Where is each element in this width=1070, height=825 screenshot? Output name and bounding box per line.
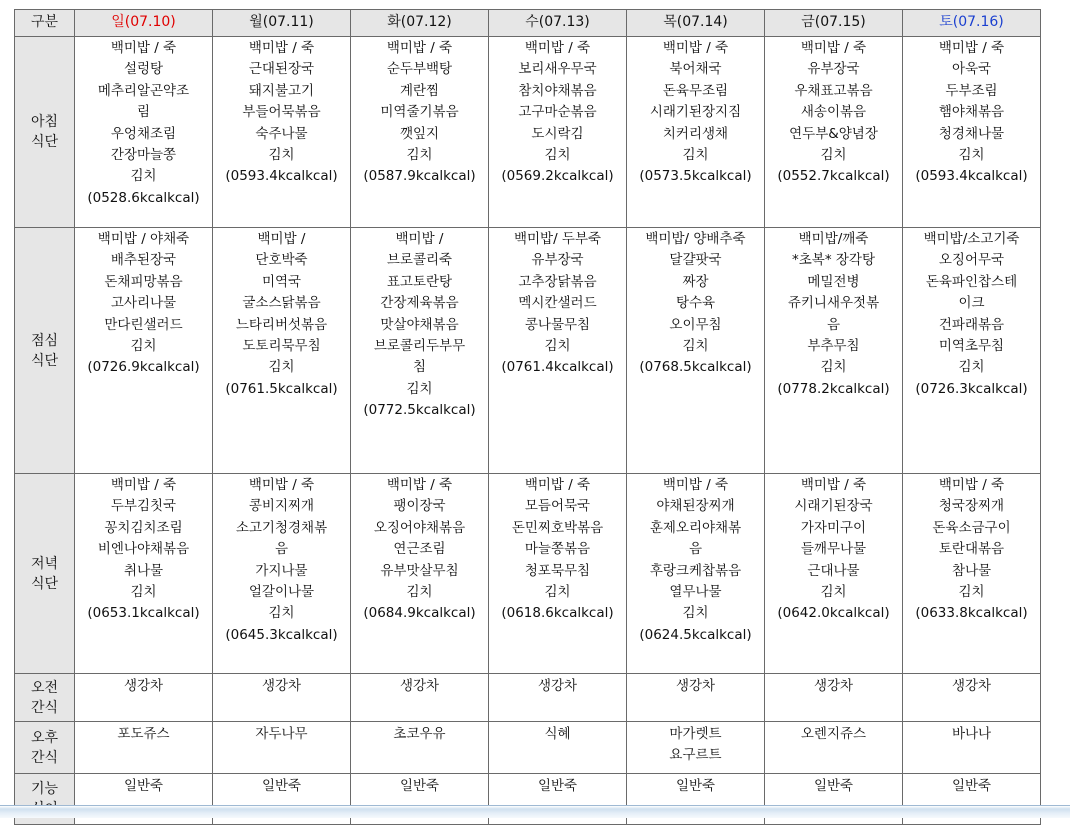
menu-item-line: 백미밥 / [395, 231, 444, 247]
menu-item-line: 김치 [130, 584, 157, 601]
menu-item-line: 도토리묵무침 [242, 338, 321, 355]
menu-item-line: 김치 [958, 359, 985, 376]
meal-cell [903, 722, 1041, 774]
meal-row-morning-snack [15, 674, 1041, 722]
menu-item-line: 열무나물 [669, 584, 722, 601]
menu-item-line: 유부장국 [807, 61, 860, 78]
menu-item-line: 백미밥 / 야채죽 [97, 231, 190, 247]
menu-item-line: 일반죽 [813, 778, 854, 794]
menu-item-line: (0684.9kcalkcal) [363, 605, 476, 622]
meal-cell [351, 37, 489, 228]
menu-item-line: 고사리나물 [110, 295, 177, 312]
row-label-line: 식단 [30, 134, 59, 150]
day-header-thursday: 목(07.14) [627, 10, 765, 37]
row-label-line: 기능 [30, 781, 59, 797]
meal-cell [627, 228, 765, 474]
menu-item-line: (0642.0kcalkcal) [777, 605, 890, 622]
menu-item-line: 시래기된장국 [794, 498, 873, 515]
menu-item-line: 백미밥 / 죽 [938, 477, 1005, 493]
bottom-scroll-edge [0, 805, 1070, 818]
meal-cell [351, 474, 489, 674]
menu-item-line: (0573.5kcalkcal) [639, 168, 752, 185]
menu-item-line: 백미밥 / 죽 [524, 40, 591, 56]
menu-item-line: 돈육파인찹스테 [925, 273, 1018, 290]
menu-item-line: 김치 [544, 338, 571, 355]
menu-item-line: 깻잎지 [399, 125, 440, 142]
meal-cell [765, 674, 903, 722]
menu-item-line: (0645.3kcalkcal) [225, 626, 338, 643]
meal-cell [213, 722, 351, 774]
menu-item-line: 바나나 [951, 726, 992, 742]
menu-item-line: (0726.9kcalkcal) [87, 359, 200, 376]
meal-cell [903, 674, 1041, 722]
menu-item-line: 설렁탕 [123, 61, 164, 78]
menu-item-line: 가자미구이 [800, 519, 867, 536]
menu-item-line: 음 [826, 316, 841, 333]
menu-item-line: 요구르트 [669, 747, 722, 764]
menu-item-line: 청국장찌개 [938, 498, 1005, 515]
menu-item-line: 참치야채볶음 [518, 82, 597, 99]
row-label-line: 오후 [30, 729, 59, 746]
menu-item-line: 비엔나야채볶음 [97, 541, 190, 558]
menu-item-line: 모듬어묵국 [524, 498, 591, 515]
menu-item-line: 백미밥 / [257, 231, 306, 247]
menu-item-line: 토란대볶음 [938, 541, 1005, 558]
row-label-morning-snack [15, 674, 75, 722]
menu-item-line: 콩나물무침 [524, 316, 591, 333]
row-label-line: 오전 [30, 679, 59, 696]
menu-item-line: 연근조림 [393, 541, 446, 558]
menu-item-line: 굴소스닭볶음 [242, 295, 321, 312]
menu-item-line: 생강차 [123, 678, 164, 694]
menu-item-line: 소고기청경채볶 [235, 519, 328, 536]
meal-cell [903, 37, 1041, 228]
meal-cell [489, 722, 627, 774]
row-label-line: 저녁 [30, 555, 59, 572]
menu-item-line: 일반죽 [951, 778, 992, 794]
menu-item-line: 치커리생채 [662, 125, 729, 142]
menu-item-line: 포도쥬스 [117, 726, 170, 742]
menu-item-line: (0761.4kcalkcal) [501, 359, 614, 376]
meal-cell [627, 37, 765, 228]
menu-item-line: 미역국 [261, 273, 302, 290]
menu-item-line: 생강차 [537, 678, 578, 694]
menu-item-line: 새송이볶음 [800, 104, 867, 121]
menu-item-line: 탕수육 [675, 295, 716, 312]
meal-cell [75, 37, 213, 228]
menu-item-line: 식혜 [544, 726, 571, 742]
menu-item-line: 두부조림 [945, 82, 998, 99]
menu-item-line: 침 [412, 359, 427, 376]
row-label-line: 아침 [30, 114, 59, 130]
menu-item-line: (0593.4kcalkcal) [225, 168, 338, 185]
menu-item-line: 연두부&양념장 [789, 125, 878, 142]
menu-item-line: 백미밥 / 죽 [800, 40, 867, 56]
menu-item-line: (0633.8kcalkcal) [915, 605, 1028, 622]
menu-item-line: 김치 [268, 605, 295, 622]
row-label-line: 식단 [30, 575, 59, 592]
menu-item-line: 아욱국 [951, 61, 992, 78]
weekly-meal-table [14, 9, 1041, 825]
menu-item-line: 김치 [958, 147, 985, 164]
menu-item-line: 고구마순볶음 [518, 104, 597, 121]
menu-item-line: 김치 [682, 605, 709, 622]
menu-item-line: 김치 [406, 380, 433, 397]
menu-item-line: 생강차 [675, 678, 716, 694]
menu-item-line: 백미밥 / 죽 [248, 477, 315, 493]
day-header-monday: 월(07.11) [213, 10, 351, 37]
menu-item-line: 생강차 [261, 678, 302, 694]
menu-item-line: 백미밥 / 죽 [662, 477, 729, 493]
menu-item-line: 마가렛트 [669, 726, 722, 742]
menu-item-line: (0528.6kcalkcal) [87, 189, 200, 206]
meal-cell [627, 474, 765, 674]
meal-cell [75, 228, 213, 474]
menu-item-line: (0587.9kcalkcal) [363, 168, 476, 185]
meal-cell [903, 474, 1041, 674]
menu-item-line: 북어채국 [669, 61, 722, 78]
menu-item-line: 백미밥 / 죽 [524, 477, 591, 493]
menu-item-line: (0552.7kcalkcal) [777, 168, 890, 185]
meal-cell [351, 228, 489, 474]
meal-row-dinner [15, 474, 1041, 674]
menu-item-line: 시래기된장지짐 [649, 104, 742, 121]
menu-item-line: (0569.2kcalkcal) [501, 168, 614, 185]
meal-cell [75, 474, 213, 674]
menu-item-line: 백미밥 / 죽 [248, 40, 315, 56]
menu-item-line: 청포묵무침 [524, 562, 591, 579]
menu-item-line: (0593.4kcalkcal) [915, 168, 1028, 185]
menu-item-line: 미역초무침 [938, 338, 1005, 355]
menu-item-line: 김치 [406, 584, 433, 601]
menu-item-line: 미역줄기볶음 [380, 104, 459, 121]
menu-item-line: 김치 [268, 359, 295, 376]
meal-cell [75, 674, 213, 722]
menu-item-line: 림 [136, 104, 151, 121]
menu-item-line: 김치 [820, 359, 847, 376]
menu-item-line: 초코우유 [393, 726, 446, 742]
menu-item-line: 생강차 [951, 678, 992, 694]
menu-item-line: 일반죽 [675, 778, 716, 794]
menu-item-line: 돈민찌호박볶음 [511, 519, 604, 536]
menu-item-line: 참나물 [951, 562, 992, 579]
menu-item-line: 이크 [958, 295, 985, 312]
menu-item-line: 김치 [268, 147, 295, 164]
row-label-line: 간식 [30, 749, 59, 766]
menu-item-line: 김치 [682, 147, 709, 164]
meal-cell [351, 722, 489, 774]
meal-cell [489, 474, 627, 674]
menu-item-line: 김치 [544, 147, 571, 164]
menu-item-line: 일반죽 [261, 778, 302, 794]
menu-item-line: 콩비지찌개 [248, 498, 315, 515]
menu-item-line: 유부맛살무침 [380, 562, 459, 579]
menu-item-line: 돈채피망볶음 [104, 273, 183, 290]
menu-item-line: 백미밥/깨죽 [798, 231, 869, 247]
menu-item-line: 도시락김 [531, 125, 584, 142]
menu-item-line: 마늘쫑볶음 [524, 541, 591, 558]
menu-item-line: 김치 [820, 147, 847, 164]
meal-cell [765, 474, 903, 674]
corner-header: 구분 [15, 10, 75, 37]
menu-item-line: 고추장닭볶음 [518, 273, 597, 290]
menu-item-line: 간장마늘쫑 [110, 147, 177, 164]
menu-item-line: 표고토란탕 [386, 273, 453, 290]
menu-item-line: 김치 [682, 338, 709, 355]
menu-item-line: 김치 [544, 584, 571, 601]
menu-item-line: 팽이장국 [393, 498, 446, 515]
menu-item-line: 백미밥 / 죽 [386, 40, 453, 56]
menu-item-line: 김치 [130, 168, 157, 185]
menu-item-line: 우엉채조림 [110, 125, 177, 142]
meal-cell [489, 228, 627, 474]
menu-item-line: 김치 [820, 584, 847, 601]
meal-cell [213, 37, 351, 228]
menu-item-line: 일반죽 [399, 778, 440, 794]
meal-cell [213, 474, 351, 674]
day-header-tuesday: 화(07.12) [351, 10, 489, 37]
menu-item-line: 꽁치김치조림 [104, 519, 183, 536]
menu-item-line: 백미밥 / 죽 [662, 40, 729, 56]
menu-item-line: 순두부백탕 [386, 61, 453, 78]
menu-item-line: (0768.5kcalkcal) [639, 359, 752, 376]
menu-item-line: 오렌지쥬스 [800, 726, 867, 742]
menu-item-line: (0618.6kcalkcal) [501, 605, 614, 622]
meal-table-body [15, 37, 1041, 825]
menu-item-line: 백미밥 / 죽 [386, 477, 453, 493]
menu-item-line: 얼갈이나물 [248, 584, 315, 601]
menu-item-line: 단호박죽 [255, 252, 308, 269]
row-label-breakfast [15, 37, 75, 228]
meal-cell [765, 37, 903, 228]
menu-item-line: (0772.5kcalkcal) [363, 402, 476, 419]
menu-item-line: 메추리알곤약조 [97, 82, 190, 99]
menu-item-line: (0726.3kcalkcal) [915, 380, 1028, 397]
menu-item-line: 계란찜 [399, 82, 440, 99]
menu-item-line: 음 [688, 541, 703, 558]
menu-item-line: 일반죽 [123, 778, 164, 794]
menu-item-line: 햄야채볶음 [938, 104, 1005, 121]
menu-item-line: 가지나물 [255, 562, 308, 579]
menu-item-line: 훈제오리야채볶 [649, 519, 742, 536]
menu-item-line: 쥬키니새우젓볶 [787, 295, 880, 312]
menu-item-line: 오징어무국 [938, 252, 1005, 269]
meal-cell [627, 722, 765, 774]
menu-item-line: (0653.1kcalkcal) [87, 605, 200, 622]
day-header-saturday: 토(07.16) [903, 10, 1041, 37]
menu-item-line: 돈육무조림 [662, 82, 729, 99]
menu-item-line: (0624.5kcalkcal) [639, 626, 752, 643]
menu-item-line: 들깨무나물 [800, 541, 867, 558]
meal-cell [489, 37, 627, 228]
menu-item-line: 김치 [406, 147, 433, 164]
menu-item-line: 백미밥/ 두부죽 [513, 231, 602, 247]
menu-item-line: 생강차 [399, 678, 440, 694]
menu-item-line: 돈육소금구이 [932, 519, 1011, 536]
menu-item-line: 근대나물 [807, 562, 860, 579]
menu-item-line: 부추무침 [807, 338, 860, 355]
menu-item-line: 청경채나물 [938, 125, 1005, 142]
menu-item-line: *초복* 장각탕 [792, 252, 875, 269]
menu-item-line: 우채표고볶음 [794, 82, 873, 99]
menu-item-line: 오징어야채볶음 [373, 519, 466, 536]
menu-item-line: 일반죽 [537, 778, 578, 794]
menu-item-line: 백미밥 / 죽 [800, 477, 867, 493]
menu-item-line: (0778.2kcalkcal) [777, 380, 890, 397]
menu-item-line: 백미밥/소고기죽 [923, 231, 1020, 247]
meal-row-breakfast [15, 37, 1041, 228]
menu-item-line: 맛살야채볶음 [380, 316, 459, 333]
menu-item-line: 브로콜리죽 [386, 252, 453, 269]
menu-item-line: 백미밥 / 죽 [110, 40, 177, 56]
menu-item-line: 근대된장국 [248, 61, 315, 78]
menu-item-line: 김치 [958, 584, 985, 601]
meal-row-afternoon-snack [15, 722, 1041, 774]
menu-item-line: 숙주나물 [255, 125, 308, 142]
meal-cell [351, 674, 489, 722]
menu-item-line: 만다린샐러드 [104, 316, 183, 333]
menu-item-line: 오이무침 [669, 316, 722, 333]
menu-item-line: 백미밥/ 양배추죽 [645, 231, 746, 247]
menu-item-line: 야채된장찌개 [656, 498, 735, 515]
menu-item-line: 메밀전병 [807, 273, 860, 290]
menu-item-line: 김치 [130, 338, 157, 355]
menu-item-line: 부들어묵볶음 [242, 104, 321, 121]
menu-item-line: 건파래볶음 [938, 316, 1005, 333]
menu-item-line: 음 [274, 541, 289, 558]
row-label-afternoon-snack [15, 722, 75, 774]
menu-item-line: 취나물 [123, 562, 164, 579]
meal-cell [75, 722, 213, 774]
menu-item-line: 생강차 [813, 678, 854, 694]
menu-item-line: 후랑크케찹볶음 [649, 562, 742, 579]
meal-cell [213, 674, 351, 722]
meal-cell [903, 228, 1041, 474]
meal-cell [213, 228, 351, 474]
meal-cell [765, 722, 903, 774]
meal-cell [489, 674, 627, 722]
header-row [15, 10, 1041, 37]
row-label-line: 식단 [30, 352, 59, 369]
menu-item-line: 브로콜리두부무 [373, 338, 466, 355]
menu-item-line: 달걀팟국 [669, 252, 722, 269]
menu-item-line: 보리새우무국 [518, 61, 597, 78]
meal-cell [627, 674, 765, 722]
day-header-sunday: 일(07.10) [75, 10, 213, 37]
menu-item-line: 짜장 [682, 273, 709, 290]
menu-item-line: 백미밥 / 죽 [110, 477, 177, 493]
menu-item-line: 유부장국 [531, 252, 584, 269]
menu-item-line: 간장제육볶음 [380, 295, 459, 312]
menu-item-line: 느타리버섯볶음 [235, 316, 328, 333]
menu-item-line: 배추된장국 [110, 252, 177, 269]
row-label-line: 점심 [30, 332, 59, 349]
row-label-dinner [15, 474, 75, 674]
menu-item-line: 두부김칫국 [110, 498, 177, 515]
row-label-lunch [15, 228, 75, 474]
menu-item-line: (0761.5kcalkcal) [225, 380, 338, 397]
meal-row-lunch [15, 228, 1041, 474]
menu-item-line: 멕시칸샐러드 [518, 295, 597, 312]
day-header-friday: 금(07.15) [765, 10, 903, 37]
row-label-line: 간식 [30, 699, 59, 716]
menu-item-line: 자두나무 [255, 726, 308, 742]
meal-cell [765, 228, 903, 474]
menu-item-line: 백미밥 / 죽 [938, 40, 1005, 56]
day-header-wednesday: 수(07.13) [489, 10, 627, 37]
menu-item-line: 돼지불고기 [248, 82, 315, 99]
